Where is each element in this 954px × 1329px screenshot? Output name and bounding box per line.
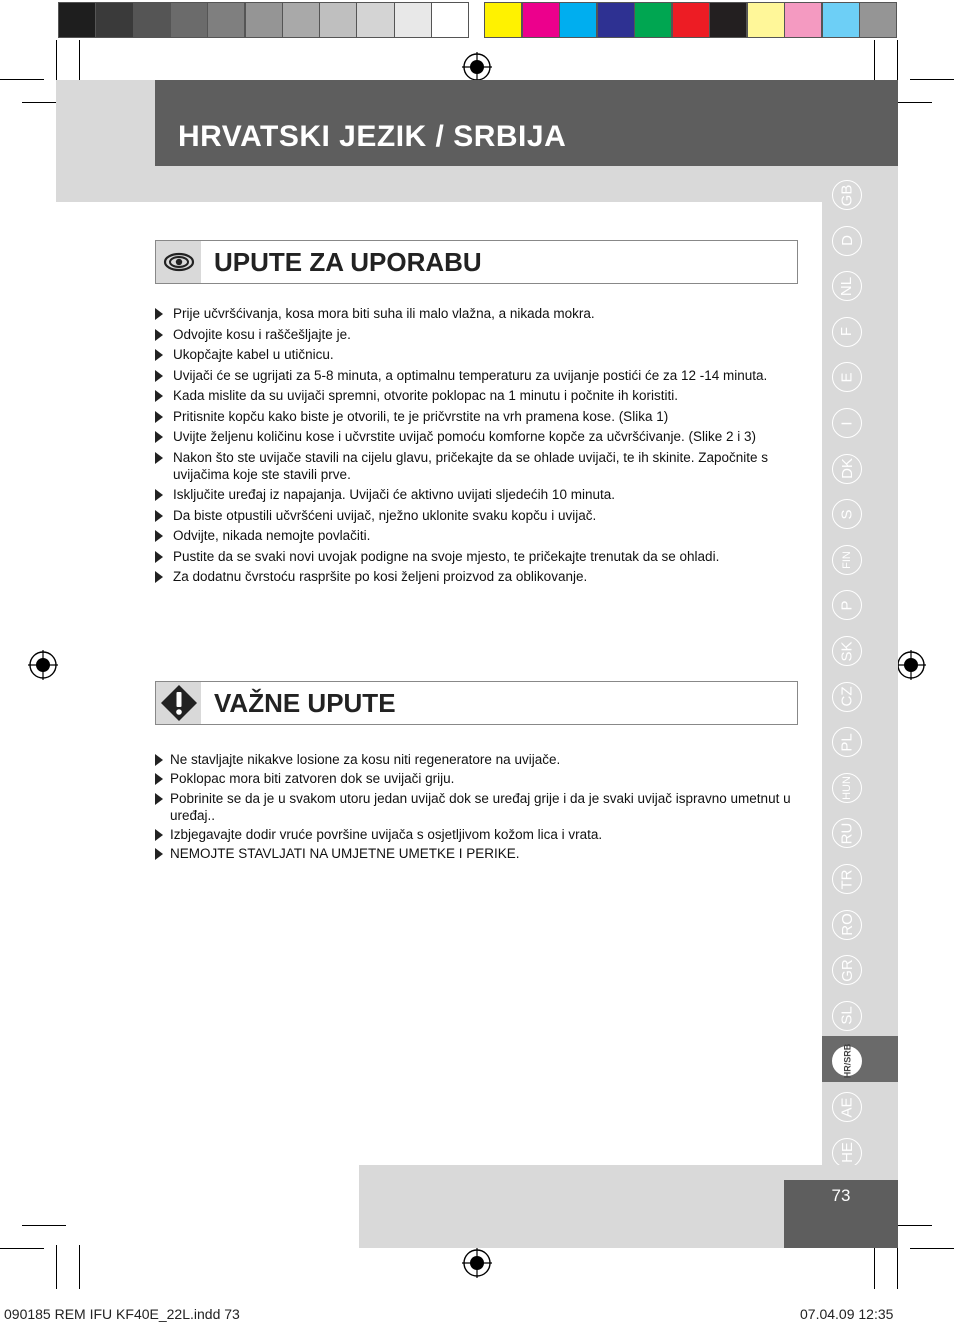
bullet-arrow-icon bbox=[155, 370, 163, 382]
list-item-text: Da biste otpustili učvršćeni uvijač, nježno uklonite svaku kopču i uvijač. bbox=[173, 507, 597, 523]
grey-swatch bbox=[207, 2, 245, 38]
bullet-arrow-icon bbox=[155, 431, 163, 443]
list-item-text: Ukopčajte kabel u utičnicu. bbox=[173, 347, 334, 362]
registration-mark-icon bbox=[28, 650, 58, 680]
language-tab-s[interactable] bbox=[832, 499, 862, 529]
bullet-arrow-icon bbox=[155, 510, 163, 522]
language-tab-label: P bbox=[838, 600, 856, 611]
color-swatch bbox=[559, 2, 597, 38]
language-tab-ro[interactable] bbox=[832, 910, 862, 940]
crop-mark bbox=[910, 1248, 954, 1249]
bullet-arrow-icon bbox=[155, 452, 163, 464]
grey-swatch bbox=[170, 2, 208, 38]
language-tab-label: HE bbox=[838, 1142, 856, 1164]
crop-mark bbox=[79, 1245, 80, 1289]
registration-mark-icon bbox=[896, 650, 926, 680]
grey-swatch bbox=[394, 2, 432, 38]
crop-mark bbox=[0, 1248, 44, 1249]
color-swatch bbox=[784, 2, 822, 38]
language-tab-ae[interactable] bbox=[832, 1092, 862, 1122]
grey-swatch bbox=[356, 2, 394, 38]
crop-mark bbox=[874, 40, 875, 84]
page-number: 73 bbox=[831, 1186, 851, 1205]
warning-icon bbox=[156, 682, 201, 724]
list-item bbox=[155, 449, 795, 483]
timestamp: 07.04.09 12:35 bbox=[800, 1306, 894, 1322]
section-header-usage bbox=[155, 240, 798, 284]
bullet-arrow-icon bbox=[155, 530, 163, 542]
language-tab-label: SL bbox=[838, 1006, 856, 1025]
list-item-text: Uvijači će se ugrijati za 5-8 minuta, a optimalnu temperaturu za uvijanje postići će za 12 -14 minuta. bbox=[173, 367, 768, 383]
language-tab-label: F bbox=[838, 327, 856, 337]
language-tab-label: FIN bbox=[840, 550, 853, 569]
bullet-arrow-icon bbox=[155, 793, 163, 805]
bullet-arrow-icon bbox=[155, 329, 163, 341]
list-item bbox=[155, 346, 795, 363]
bullet-arrow-icon bbox=[155, 489, 163, 501]
language-tab-gr[interactable] bbox=[832, 955, 862, 985]
list-item bbox=[155, 845, 795, 862]
important-instructions-list bbox=[155, 751, 795, 864]
page-title: HRVATSKI JEZIK / SRBIJA bbox=[178, 120, 567, 153]
list-item-text: NEMOJTE STAVLJATI NA UMJETNE UMETKE I PERIKE. bbox=[170, 846, 520, 862]
list-item-text: Odvijte, nikada nemojte povlačiti. bbox=[173, 528, 371, 543]
language-tab-label: SK bbox=[838, 640, 856, 662]
list-item-text: Odvojite kosu i raščešljajte je. bbox=[173, 326, 351, 342]
language-tab-label: RU bbox=[838, 822, 856, 845]
list-item-text: Poklopac mora biti zatvoren dok se uvijači griju. bbox=[170, 771, 455, 787]
language-tab-label: NL bbox=[838, 276, 856, 296]
list-item-text: Ne stavljajte nikakve losione za kosu niti regeneratore na uvijače. bbox=[170, 752, 561, 767]
list-item bbox=[155, 428, 795, 445]
language-tab-label: I bbox=[838, 420, 856, 426]
crop-mark bbox=[897, 1245, 898, 1289]
registration-mark-icon bbox=[462, 52, 492, 82]
language-tab-pl[interactable] bbox=[832, 727, 862, 757]
language-tab-label: HUN bbox=[841, 775, 853, 800]
list-item-text: Izbjegavajte dodir vruće površine uvijača s osjetljivom kožom lica i vrata. bbox=[170, 826, 603, 842]
bullet-arrow-icon bbox=[155, 390, 163, 402]
grey-swatch bbox=[431, 2, 469, 38]
grey-swatch bbox=[319, 2, 357, 38]
bullet-arrow-icon bbox=[155, 349, 163, 361]
list-item bbox=[155, 790, 795, 824]
list-item bbox=[155, 770, 795, 787]
list-item bbox=[155, 367, 795, 384]
bullet-arrow-icon bbox=[155, 773, 163, 785]
list-item bbox=[155, 408, 795, 425]
color-swatch bbox=[522, 2, 560, 38]
section-title: UPUTE ZA UPORABU bbox=[214, 247, 482, 277]
list-item-text: Prije učvršćivanja, kosa mora biti suha ili malo vlažna, a nikada mokra. bbox=[173, 306, 595, 321]
grey-swatch bbox=[58, 2, 96, 38]
list-item-text: Pritisnite kopču kako biste je otvorili, te je pričvrstite na vrh pramena kose. (Slika 1) bbox=[173, 408, 669, 424]
list-item-text: Uvijte željenu količinu kose i učvrstite uvijač pomoću komforne kopče za učvršćivanje. (Slike 2 i 3) bbox=[173, 429, 756, 444]
language-tab-gb[interactable] bbox=[832, 180, 862, 210]
bullet-arrow-icon bbox=[155, 411, 163, 423]
color-swatch bbox=[859, 2, 897, 38]
list-item bbox=[155, 387, 795, 404]
list-item-text: Pustite da se svaki novi uvojak podigne na svoje mjesto, te pričekajte trenutak da se ohladi. bbox=[173, 548, 720, 564]
usage-instructions-list bbox=[155, 305, 795, 589]
language-tab-sl[interactable] bbox=[832, 1001, 862, 1031]
crop-mark bbox=[56, 40, 57, 84]
language-tab-cz[interactable] bbox=[832, 682, 862, 712]
color-swatch bbox=[484, 2, 522, 38]
language-tab-label: PL bbox=[838, 733, 856, 752]
language-tab-hun[interactable] bbox=[832, 773, 862, 803]
section-title: VAŽNE UPUTE bbox=[214, 688, 396, 718]
grey-swatch bbox=[245, 2, 283, 38]
language-tab-nl[interactable] bbox=[832, 271, 862, 301]
language-tab-f[interactable] bbox=[832, 317, 862, 347]
list-item bbox=[155, 527, 795, 544]
language-tab-dk[interactable] bbox=[832, 454, 862, 484]
grey-swatch bbox=[133, 2, 171, 38]
file-slug: 090185 REM IFU KF40E_22L.indd 73 bbox=[4, 1306, 240, 1322]
list-item bbox=[155, 826, 795, 843]
list-item bbox=[155, 486, 795, 503]
bullet-arrow-icon bbox=[155, 754, 163, 766]
bullet-arrow-icon bbox=[155, 308, 163, 320]
language-tab-label: E bbox=[838, 372, 856, 383]
language-tab-label: RO bbox=[838, 913, 856, 936]
language-tab-he[interactable] bbox=[832, 1138, 862, 1168]
list-item-text: Za dodatnu čvrstoću raspršite po kosi željeni proizvod za oblikovanje. bbox=[173, 569, 588, 584]
crop-mark bbox=[874, 1245, 875, 1289]
language-tab-fin[interactable] bbox=[832, 545, 862, 575]
language-tab-label: GR bbox=[838, 958, 856, 982]
bullet-arrow-icon bbox=[155, 571, 163, 583]
language-tab-i[interactable] bbox=[832, 408, 862, 438]
language-tab-label: GB bbox=[838, 184, 856, 206]
language-tab-label: HR/SRB bbox=[842, 1044, 853, 1079]
list-item-text: Kada mislite da su uvijači spremni, otvorite poklopac na 1 minutu i počnite ih koristiti. bbox=[173, 388, 678, 403]
eye-icon bbox=[156, 241, 201, 283]
bullet-arrow-icon bbox=[155, 551, 163, 563]
list-item bbox=[155, 751, 795, 768]
color-swatch bbox=[672, 2, 710, 38]
list-item-text: Isključite uređaj iz napajanja. Uvijači će aktivno uvijati sljedećih 10 minuta. bbox=[173, 487, 615, 502]
crop-mark bbox=[910, 79, 954, 80]
language-tab-label: DK bbox=[838, 458, 856, 480]
list-item-text: Nakon što ste uvijače stavili na cijelu glavu, pričekajte da se ohlade uvijači, te ih skinite. Započnite s uvijačima koje ste stavili prve. bbox=[173, 449, 769, 482]
list-item bbox=[155, 548, 795, 565]
color-swatch bbox=[634, 2, 672, 38]
bullet-arrow-icon bbox=[155, 829, 163, 841]
registration-mark-icon bbox=[462, 1248, 492, 1278]
grey-swatch bbox=[282, 2, 320, 38]
language-tab-d[interactable] bbox=[832, 226, 862, 256]
list-item-text: Pobrinite se da je u svakom utoru jedan uvijač dok se uređaj grije i da je svaki uvijač ispravno umetnut u uređaj.. bbox=[170, 790, 791, 823]
list-item bbox=[155, 305, 795, 322]
language-tab-label: D bbox=[838, 235, 856, 247]
list-item bbox=[155, 326, 795, 343]
language-tab-label: CZ bbox=[838, 686, 856, 707]
bullet-arrow-icon bbox=[155, 848, 163, 860]
crop-mark bbox=[897, 40, 898, 84]
list-item bbox=[155, 507, 795, 524]
crop-mark bbox=[56, 1245, 57, 1289]
language-tab-label: TR bbox=[838, 869, 856, 889]
section-header-important bbox=[155, 681, 798, 725]
crop-mark bbox=[22, 1225, 66, 1226]
language-tab-tr[interactable] bbox=[832, 864, 862, 894]
crop-mark bbox=[0, 79, 44, 80]
crop-mark bbox=[79, 40, 80, 84]
color-swatch bbox=[747, 2, 785, 38]
language-tab-label: S bbox=[838, 509, 856, 520]
color-swatch bbox=[597, 2, 635, 38]
list-item bbox=[155, 568, 795, 585]
color-swatch bbox=[709, 2, 747, 38]
language-tab-sk[interactable] bbox=[832, 636, 862, 666]
color-swatch bbox=[822, 2, 860, 38]
language-tab-label: AE bbox=[838, 1096, 856, 1118]
grey-swatch bbox=[95, 2, 133, 38]
